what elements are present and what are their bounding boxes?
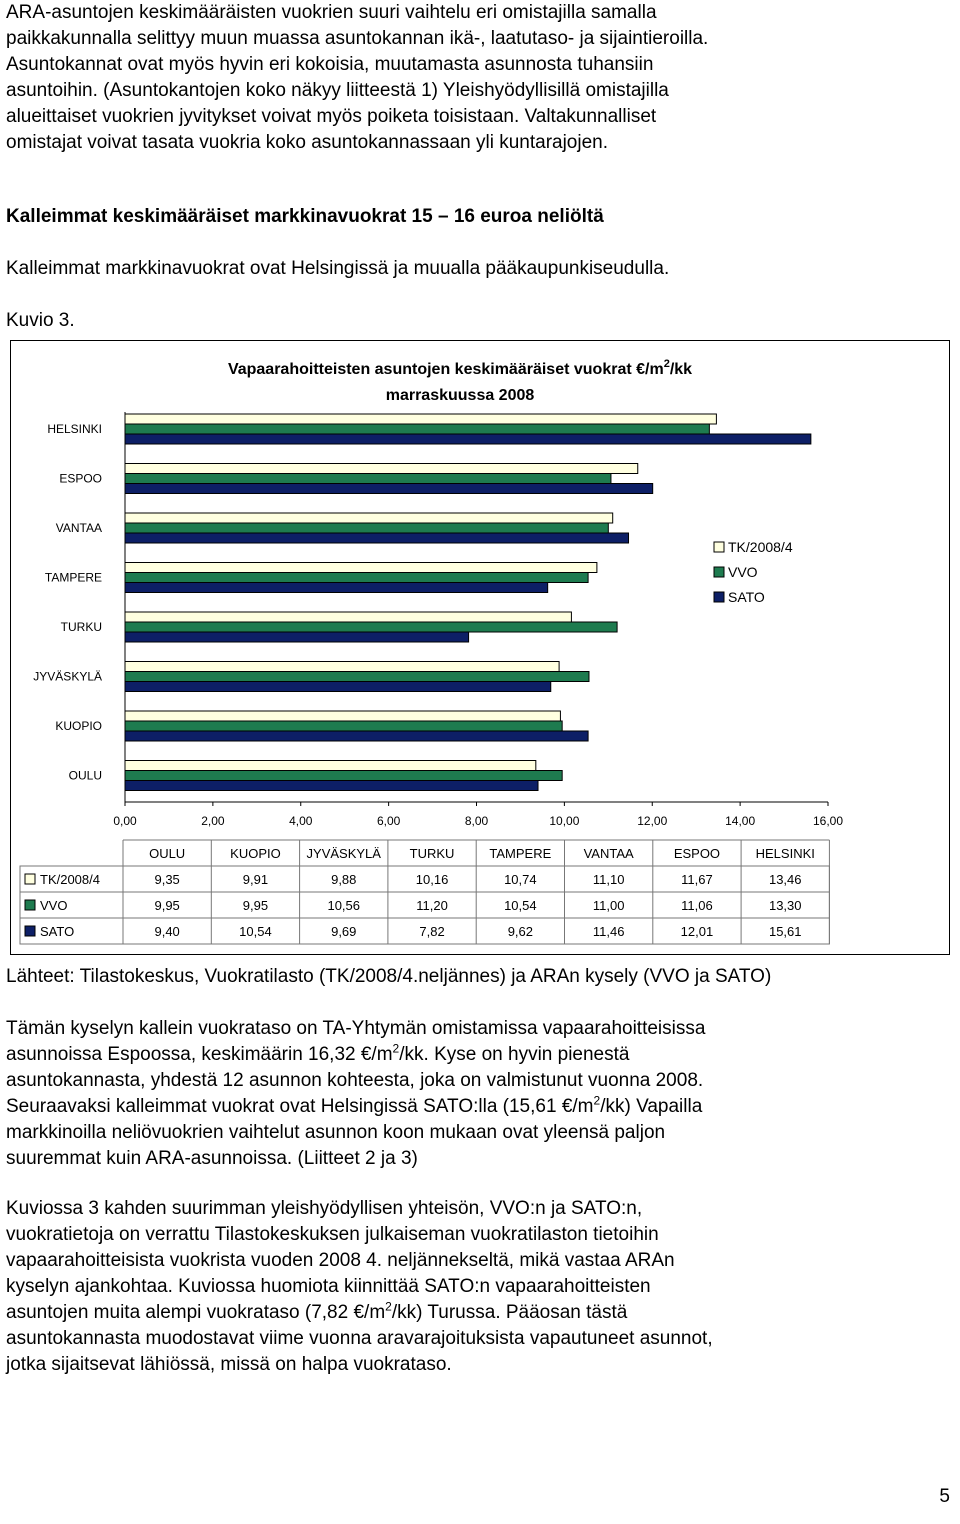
para3-line: vapaarahoitteisista vuokrista vuoden 2008 4. neljännekseltä, mikä vastaa ARAn xyxy=(6,1250,675,1271)
para3-line: vuokratietoja on verrattu Tilastokeskuksen julkaiseman vuokratilaston tietoihin xyxy=(6,1224,659,1245)
para3-line: kyselyn ajankohtaa. Kuviossa huomiota kiinnittää SATO:n vapaarahoitteisten xyxy=(6,1276,651,1297)
x-tick-label: 16,00 xyxy=(812,814,844,828)
table-cell: 11,00 xyxy=(592,898,625,913)
table-cell: 7,82 xyxy=(419,924,445,939)
table-swatch xyxy=(25,874,35,884)
table-cell: 10,56 xyxy=(327,898,361,913)
para3-line: asuntokannasta muodostavat viime vuonna aravarajoituksista vapautuneet asunnot, xyxy=(6,1328,713,1349)
bar-tk-2008-4-espoo xyxy=(125,464,638,474)
para2-line: markkinoilla neliövuokrien vaihtelut asunnon koon mukaan ovat yleensä paljon xyxy=(6,1122,666,1143)
figure-label: Kuvio 3. xyxy=(6,310,75,331)
bar-tk-2008-4-tampere xyxy=(125,563,597,573)
legend-swatch xyxy=(714,592,724,602)
intro-line: alueittaiset vuokrien jyvitykset voivat myös poiketa toisistaan. Valtakunnalliset xyxy=(6,106,657,127)
bar-vvo-oulu xyxy=(125,771,562,781)
table-swatch xyxy=(25,900,35,910)
legend-swatch xyxy=(714,542,724,552)
category-label: TAMPERE xyxy=(44,570,102,585)
table-cell: 11,10 xyxy=(592,872,625,887)
category-label: TURKU xyxy=(60,620,102,634)
x-tick-label: 10,00 xyxy=(549,814,580,828)
bar-tk-2008-4-turku xyxy=(125,612,571,622)
table-cell: 9,69 xyxy=(331,924,357,939)
table-cell: 11,67 xyxy=(681,872,713,887)
bar-vvo-jyväskylä xyxy=(125,672,589,682)
bar-vvo-vantaa xyxy=(125,523,608,533)
table-cell: 15,61 xyxy=(768,924,802,939)
table-cell: 9,95 xyxy=(242,898,269,913)
x-tick-label: 6,00 xyxy=(376,814,401,828)
para3-line: Kuviossa 3 kahden suurimman yleishyödyllisen yhteisön, VVO:n ja SATO:n, xyxy=(6,1198,643,1219)
table-cell: 11,20 xyxy=(416,898,448,913)
table-cell: 11,46 xyxy=(592,924,625,939)
table-cell: 10,74 xyxy=(504,872,537,887)
bar-tk-2008-4-jyväskylä xyxy=(125,662,559,672)
bar-sato-jyväskylä xyxy=(125,682,551,692)
table-cell: 10,54 xyxy=(504,898,537,913)
source-line: Lähteet: Tilastokeskus, Vuokratilasto (TK/2008/4.neljännes) ja ARAn kysely (VVO ja SATO) xyxy=(6,966,772,987)
table-header: ESPOO xyxy=(673,846,721,861)
intro-line: asuntoihin. (Asuntokantojen koko näkyy liitteestä 1) Yleishyödyllisillä omistajilla xyxy=(6,80,669,101)
bar-vvo-kuopio xyxy=(125,721,562,731)
chart-title: Vapaarahoitteisten asuntojen keskimääräiset vuokrat $€/m^2/kk$ xyxy=(227,358,693,378)
table-cell: 12,01 xyxy=(680,924,714,939)
table-header: HELSINKI xyxy=(755,846,815,861)
category-label: HELSINKI xyxy=(47,422,102,436)
table-cell: 9,40 xyxy=(154,924,180,939)
legend-swatch xyxy=(714,567,724,577)
table-row-label: TK/2008/4 xyxy=(40,872,100,887)
category-label: ESPOO xyxy=(59,471,102,486)
bar-vvo-tampere xyxy=(125,573,588,583)
x-tick-label: 12,00 xyxy=(637,814,668,828)
bar-vvo-helsinki xyxy=(125,424,709,434)
para2-line: Tämän kyselyn kallein vuokrataso on TA-Yhtymän omistamissa vapaarahoitteisissa xyxy=(6,1018,706,1039)
table-cell: 9,91 xyxy=(242,872,269,887)
intro-line: omistajat voivat tasata vuokria koko asuntokannassaan yli kuntarajojen. xyxy=(6,132,609,153)
table-cell: 9,62 xyxy=(507,924,534,939)
bar-tk-2008-4-kuopio xyxy=(125,711,560,721)
table-swatch xyxy=(25,926,35,936)
bar-sato-espoo xyxy=(125,484,653,494)
table-cell: 13,46 xyxy=(768,872,802,887)
x-tick-label: 2,00 xyxy=(201,814,225,828)
bar-tk-2008-4-helsinki xyxy=(125,414,716,424)
category-label: OULU xyxy=(68,768,102,783)
table-header: VANTAA xyxy=(583,846,634,861)
legend-label: VVO xyxy=(728,564,758,580)
page-number: 5 xyxy=(939,1486,950,1507)
bar-sato-vantaa xyxy=(125,533,629,543)
bar-vvo-turku xyxy=(125,622,617,632)
bar-sato-kuopio xyxy=(125,731,588,741)
table-row-label: VVO xyxy=(40,898,68,913)
bar-sato-oulu xyxy=(125,781,538,791)
category-label: JYVÄSKYLÄ xyxy=(33,669,102,684)
para2-line: suuremmat kuin ARA-asunnoissa. (Liitteet 2 ja 3) xyxy=(6,1148,418,1169)
x-tick-label: 14,00 xyxy=(725,814,756,828)
x-tick-label: 8,00 xyxy=(464,814,489,828)
bar-tk-2008-4-oulu xyxy=(125,761,536,771)
table-cell: 13,30 xyxy=(768,898,802,913)
intro-line: paikkakunnalla selittyy muun muassa asuntokannan ikä-, laatutaso- ja sijaintieroilla. xyxy=(6,28,709,49)
bar-sato-helsinki xyxy=(125,434,811,444)
table-header: OULU xyxy=(149,846,186,861)
section-heading: Kalleimmat keskimääräiset markkinavuokrat 15 – 16 euroa neliöltä xyxy=(6,206,604,227)
body-paragraph-3 xyxy=(6,1196,946,1378)
category-label: VANTAA xyxy=(55,521,102,535)
bar-tk-2008-4-vantaa xyxy=(125,513,613,523)
para3-line: asuntojen muita alempi vuokrataso (7,82 $€/m^2/kk$) Turussa. Pääosan tästä xyxy=(6,1299,628,1323)
para2-line: Seuraavaksi kalleimmat vuokrat ovat Helsingissä SATO:lla (15,61 $€/m^2/kk$) Vapailla xyxy=(6,1093,703,1117)
intro-paragraph xyxy=(6,0,946,156)
bar-sato-tampere xyxy=(125,583,548,593)
table-cell: 9,95 xyxy=(154,898,180,913)
legend-label: TK/2008/4 xyxy=(728,539,793,555)
intro-line: Asuntokannat ovat myös hyvin eri kokoisia, muutamasta asunnosta tuhansiin xyxy=(6,54,654,75)
legend-label: SATO xyxy=(728,589,765,605)
para2-line: asunnoissa Espoossa, keskimäärin 16,32 $€/m^2/kk$. Kyse on hyvin pienestä xyxy=(6,1041,630,1065)
x-tick-label: 0,00 xyxy=(113,814,137,828)
table-header: KUOPIO xyxy=(230,846,281,861)
table-cell: 10,54 xyxy=(239,924,272,939)
table-cell: 10,16 xyxy=(415,872,449,887)
bar-sato-turku xyxy=(125,632,469,642)
x-tick-label: 4,00 xyxy=(289,814,313,828)
chart xyxy=(10,340,950,955)
table-cell: 9,35 xyxy=(154,872,180,887)
section-subtitle: Kalleimmat markkinavuokrat ovat Helsingissä ja muualla pääkaupunkiseudulla. xyxy=(6,258,670,279)
intro-line: ARA-asuntojen keskimääräisten vuokrien suuri vaihtelu eri omistajilla samalla xyxy=(6,2,657,23)
table-cell: 9,88 xyxy=(331,872,357,887)
table-header: TURKU xyxy=(409,846,455,861)
bar-vvo-espoo xyxy=(125,474,611,484)
chart-title-line2: marraskuussa 2008 xyxy=(385,387,535,404)
table-header: TAMPERE xyxy=(489,846,552,861)
category-label: KUOPIO xyxy=(55,719,102,733)
body-paragraph-2 xyxy=(6,1016,946,1172)
table-cell: 11,06 xyxy=(681,898,713,913)
table-header: JYVÄSKYLÄ xyxy=(306,846,381,861)
table-row-label: SATO xyxy=(40,924,75,939)
para2-line: asuntokannasta, yhdestä 12 asunnon kohteesta, joka on valmistunut vuonna 2008. xyxy=(6,1070,704,1091)
para3-line: jotka sijaitsevat lähiössä, missä on halpa vuokrataso. xyxy=(6,1354,452,1375)
